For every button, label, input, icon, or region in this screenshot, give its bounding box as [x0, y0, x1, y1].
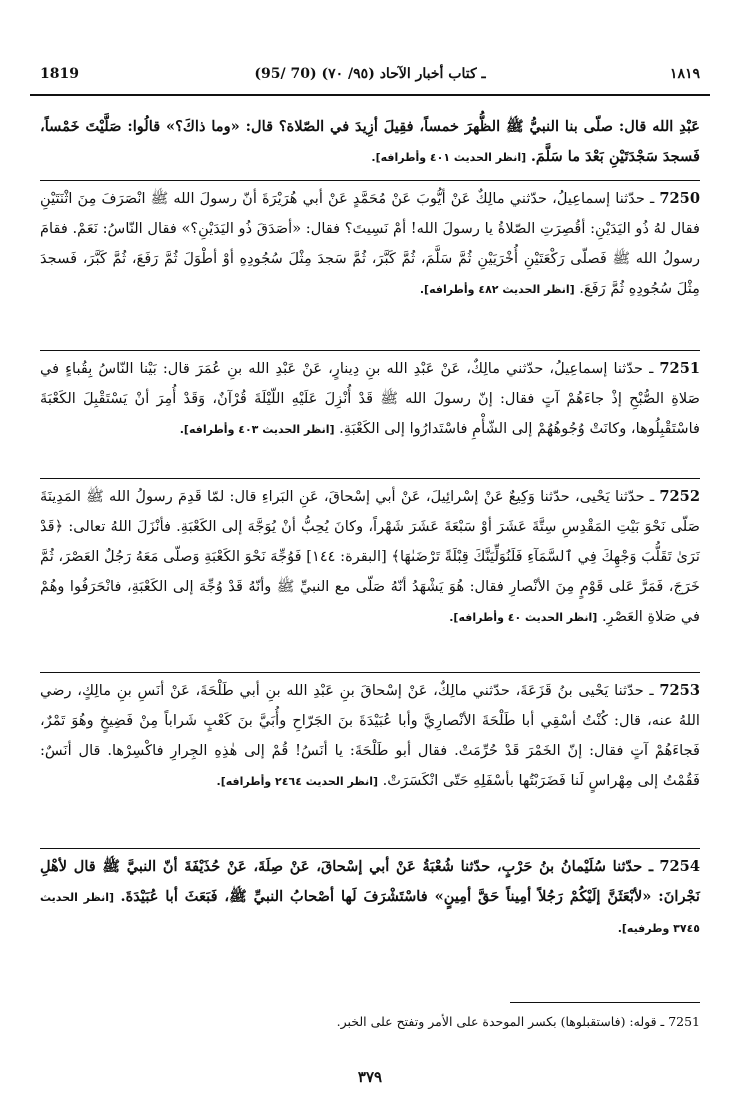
hadith-7253	[40, 676, 700, 797]
page-number-latin: 1819	[40, 66, 79, 82]
hadith-text: ـ حدّثنا يَحْيى بنُ قَزَعَةَ، حدّثني مالِكٌ، عَنْ إسْحاقَ بنِ عَبْدِ الله بنِ أبي طَلْحَةَ، عَنْ أنَسِ بنِ مالِكٍ، رضي اللهُ عنه، قال: كُنْتُ أسْقِي أبا طَلْحَةَ الأنْصارِيَّ وأبا عُبَيْدَةَ بنَ الجَرّاحِ وأُبَيَّ بنَ كَعْبٍ شَراباً مِنْ فَضِيخٍ وهُوَ تَمْرٌ، فَجاءَهُمْ آتٍ فقال: إنّ الخَمْرَ قَدْ حُرِّمَتْ. فقال أبو طَلْحَةَ: يا أنَسُ! قُمْ إلى هٰذِهِ الجِرارِ فاكْسِرْها. قال أنَسٌ: فَقُمْتُ إلى مِهْراسٍ لَنا فَضَرَبْتُها بأسْفَلِهِ حَتّى انْكَسَرَتْ.	[40, 682, 700, 789]
hadith-number: 7250	[659, 190, 700, 207]
hadith-text: ـ حدّثنا إسماعِيلُ، حدّثني مالِكٌ، عَنْ عَبْدِ الله بنِ دِينارٍ، عَنْ عَبْدِ الله بنِ عُمَرَ قال: بَيْنا النّاسُ بِقُباءٍ في صَلاةِ الصُّبْحِ إذْ جاءَهُمْ آتٍ فقال: إنّ رسولَ الله ﷺ قَدْ أُنْزِلَ عَلَيْهِ اللّيْلَةَ قُرْآنٌ، وَقَدْ أُمِرَ أنْ يَسْتَقْبِلَ الكَعْبَةَ فاسْتَقْبِلُوها، وكانَتْ وُجُوهُهُمْ إلى الشّأْمِ فاسْتَدارُوا إلى الكَعْبَةِ.	[40, 360, 700, 437]
cross-reference: [انظر الحديث ٤٨٢ وأطرافه].	[419, 283, 575, 296]
hadith-number: 7254	[659, 858, 700, 875]
cross-reference: [انظر الحديث ٤٠ وأطرافه].	[449, 611, 598, 624]
page-header	[30, 60, 710, 96]
hadith-continuation	[40, 112, 700, 173]
hadith-text: ـ حدّثنا سُلَيْمانُ بنُ حَرْبٍ، حدّثنا شُعْبَةُ عَنْ أبي إسْحاقَ، عَنْ صِلَةَ، عَنْ حُذَيْفَةَ أنّ النبيَّ ﷺ قال لأهْلِ نَجْرانَ: «لأبْعَثَنَّ إلَيْكُمْ رَجُلاً أمِيناً حَقَّ أمِينٍ» فاسْتَشْرَفَ لَها أصْحابُ النبيِّ ﷺ، فَبَعَثَ أبا عُبَيْدَةَ.	[40, 858, 700, 905]
section-divider	[40, 350, 700, 351]
section-divider	[40, 848, 700, 849]
hadith-7252	[40, 482, 700, 633]
section-divider	[40, 672, 700, 673]
hadith-text: عَبْدِ الله قال: صلّى بنا النبيُّ ﷺ الظُّهرَ خمساً، فقِيلَ أزِيدَ في الصّلاة؟ قال: «وما ذاكَ؟» قالُوا: صَلَّيْتَ خَمْساً، فَسجدَ سَجْدَتَيْنِ بَعْدَ ما سَلَّمَ.	[40, 118, 700, 165]
section-divider	[40, 180, 700, 181]
section-divider	[40, 478, 700, 479]
hadith-text: ـ حدّثنا إسماعِيلُ، حدّثني مالِكٌ عَنْ أيُّوبَ عَنْ مُحَمَّدٍ عَنْ أبي هُرَيْرَةَ أنّ رسولَ الله ﷺ انْصَرَفَ مِنَ اثْنَتَيْنِ فقال لهُ ذُو اليَدَيْنِ: أقُصِرَتِ الصّلاةُ يا رسولَ الله! أمْ نَسِيتَ؟ فقال: «أصَدَقَ ذُو اليَدَيْنِ؟» فقال النّاسُ: نَعَمْ. فقامَ رسولُ الله ﷺ فَصلّى رَكْعَتَيْنِ أُخْرَيَيْنِ ثُمَّ سَلَّمَ، ثُمَّ كَبَّرَ، ثُمَّ سَجدَ مِثْلَ سُجُودِهِ أوْ أطْوَلَ ثُمَّ رَفَعَ، ثُمَّ كَبَّرَ، فَسجدَ مِثْلَ سُجُودِهِ ثُمَّ رَفَعَ.	[40, 190, 700, 297]
running-title: (95/ 70) ـ كتاب أخبار الآحاد (٩٥/ ٧٠)	[254, 66, 486, 82]
hadith-number: 7251	[659, 360, 701, 377]
footnote: 7251 ـ قوله: (فاستقبلوها) بكسر الموحدة على الأمر وتفتح على الخبر.	[336, 1014, 700, 1029]
hadith-number: 7252	[659, 488, 700, 505]
cross-reference: [انظر الحديث ٢٤٦٤ وأطرافه].	[216, 775, 379, 788]
hadith-number: 7253	[659, 682, 700, 699]
cross-reference: [انظر الحديث ٣٧٤٥ وطرفيه].	[40, 891, 700, 935]
page-number-bottom: ٣٧٩	[357, 1068, 383, 1086]
hadith-7250	[40, 184, 700, 305]
hadith-7254	[40, 852, 700, 944]
hadith-text: ـ حدّثنا يَحْيى، حدّثنا وَكِيعٌ عَنْ إسْرائِيلَ، عَنْ أبي إسْحاقَ، عَنِ البَراءِ قال: لمّا قَدِمَ رسولُ الله ﷺ المَدِينَةَ صَلّى نَحْوَ بَيْتِ المَقْدِسِ سِتَّةَ عَشَرَ أوْ سَبْعَةَ عَشَرَ شَهْراً، وكانَ يُحِبُّ أنْ يُوَجَّهَ إلى الكَعْبَةِ. فأنْزَلَ اللهُ تعالى: ﴿قَدْ نَرَىٰ تَقَلُّبَ وَجْهِكَ فِي ٱلسَّمَآءِ فَلَنُوَلِّيَنَّكَ قِبْلَةً تَرْضَىٰهَا﴾ [البقرة: ١٤٤] فَوُجِّهَ نَحْوَ الكَعْبَةِ وَصلّى مَعَهُ رَجُلٌ العَصْرَ، ثُمَّ خَرَجَ، فَمَرَّ عَلى قَوْمٍ مِنَ الأنْصارِ فقال: هُوَ يَشْهَدُ أنّهُ صَلّى مع النبيِّ ﷺ وأنّهُ قَدْ وُجِّهَ إلى الكَعْبَةِ، فانْحَرَفُوا وهُمْ في صَلاةِ العَصْرِ.	[40, 488, 700, 625]
cross-reference: [انظر الحديث ٤٠١ وأطرافه].	[371, 151, 527, 164]
cross-reference: [انظر الحديث ٤٠٣ وأطرافه].	[179, 423, 335, 436]
page-number-arabic: ١٨١٩	[669, 66, 700, 82]
footnote-rule	[510, 1002, 700, 1003]
hadith-7251	[40, 354, 700, 445]
